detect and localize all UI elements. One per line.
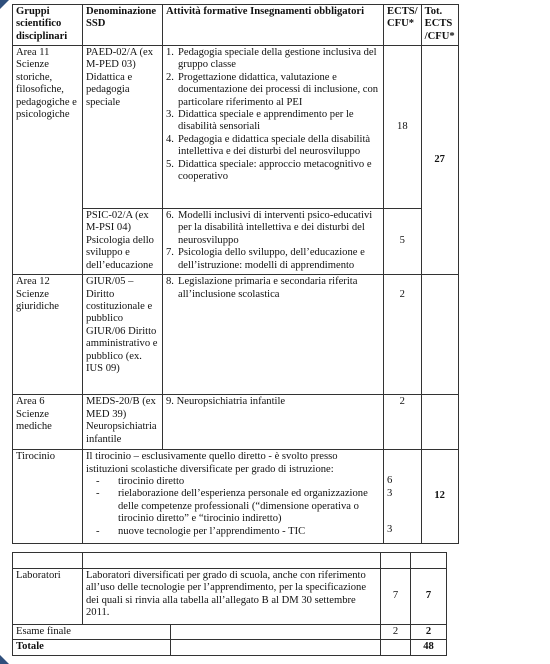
area11-row1 bbox=[13, 45, 459, 208]
area12-name: Area 12 Scienze giuridiche bbox=[13, 275, 83, 395]
activity-item: 4. Pedagogia e didattica speciale della disabilità intellettiva e dei disturbi del neurosviluppo bbox=[166, 133, 371, 158]
esame-row bbox=[13, 625, 447, 640]
area11-total: 27 bbox=[421, 45, 458, 274]
tirocinio-ects bbox=[384, 450, 422, 544]
area6-activities: 9. Neuropsichiatria infantile bbox=[163, 395, 384, 450]
header-ects: ECTS/ CFU* bbox=[384, 5, 422, 46]
area11-name: Area 11 Scienze storiche, filosofiche, pedagogiche e psicologiche bbox=[13, 45, 83, 274]
header-total: Tot. ECTS /CFU* bbox=[421, 5, 458, 46]
area11-ssd2-ects: 5 bbox=[384, 208, 422, 274]
esame-total: 2 bbox=[411, 625, 447, 640]
area12-ssd: GIUR/05 – Diritto costituzionale e pubblico GIUR/06 Diritto amministrativo e pubblico (ex. IUS 09) bbox=[83, 275, 163, 395]
page-corner-mark bbox=[0, 0, 9, 9]
tirocinio-intro: Il tirocinio – esclusivamente quello diretto - è svolto presso istituzioni scolastiche diversificate per grado di istruzione: bbox=[86, 451, 338, 475]
laboratori-row bbox=[13, 569, 447, 625]
activity-item: 8. Legislazione primaria e secondaria riferita all’inclusione scolastica bbox=[166, 276, 358, 300]
activity-item: 1. Pedagogia speciale della gestione inclusiva del gruppo classe bbox=[166, 46, 377, 71]
area12-total bbox=[421, 275, 458, 395]
tirocinio-ects-value: 3 bbox=[387, 524, 393, 536]
esame-ects: 2 bbox=[381, 625, 411, 640]
area6-ects: 2 bbox=[384, 395, 422, 450]
tirocinio-description bbox=[83, 450, 384, 544]
curriculum-table-continued bbox=[12, 552, 447, 656]
header-activities: Attività formative Insegnamenti obbligatori bbox=[163, 5, 384, 46]
area12-activities bbox=[163, 275, 384, 395]
laboratori-total: 7 bbox=[411, 569, 447, 625]
tirocinio-ects-value: 6 bbox=[387, 475, 393, 487]
tirocinio-item: - tirocinio diretto bbox=[118, 476, 380, 488]
area6-row bbox=[13, 395, 459, 450]
tirocinio-row bbox=[13, 450, 459, 544]
area6-name: Area 6 Scienze mediche bbox=[13, 395, 83, 450]
area11-ssd2-activities bbox=[163, 208, 384, 274]
area11-ssd1: PAED-02/A (ex M-PED 03) Didattica e pedagogia speciale bbox=[83, 45, 163, 208]
laboratori-ects: 7 bbox=[381, 569, 411, 625]
header-row bbox=[13, 5, 459, 46]
totale-row bbox=[13, 640, 447, 655]
tirocinio-ects-value: 3 bbox=[387, 487, 393, 499]
area11-ssd1-ects: 18 bbox=[384, 45, 422, 208]
header-area: Gruppi scientifico disciplinari bbox=[13, 5, 83, 46]
page-corner-mark-bottom bbox=[0, 655, 9, 664]
activity-item: 3. Didattica speciale e apprendimento per le disabilità sensoriali bbox=[166, 108, 354, 133]
tirocinio-name: Tirocinio bbox=[13, 450, 83, 544]
esame-name: Esame finale bbox=[13, 625, 171, 640]
totale-name: Totale bbox=[13, 640, 171, 655]
laboratori-description: Laboratori diversificati per grado di scuola, anche con riferimento all’uso delle tecnologie per l’apprendimento, per la specificazione dei quali si rinvia alla tabella all’allegato B al DM 30 settembre 2011. bbox=[83, 569, 381, 625]
area12-row bbox=[13, 275, 459, 395]
header-ssd: Denominazione SSD bbox=[83, 5, 163, 46]
area11-ssd2: PSIC-02/A (ex M-PSI 04) Psicologia dello sviluppo e dell’educazione bbox=[83, 208, 163, 274]
tirocinio-total: 12 bbox=[421, 450, 458, 544]
activity-item: 5. Didattica speciale: approccio metacognitivo e cooperativo bbox=[166, 158, 372, 183]
curriculum-table bbox=[12, 4, 459, 544]
area12-ects: 2 bbox=[384, 275, 422, 395]
area6-total bbox=[421, 395, 458, 450]
tirocinio-item: - rielaborazione dell’esperienza personale ed organizzazione delle competenze professionali (“dimensione operativa o tirocinio diretto” e “tirocinio indiretto) bbox=[118, 488, 380, 525]
activity-item: 6. Modelli inclusivi di interventi psico-educativi per la disabilità intellettiva e dei disturbi del neurosviluppo bbox=[166, 209, 373, 246]
totale-total: 48 bbox=[411, 640, 447, 655]
tirocinio-item: - nuove tecnologie per l’apprendimento - TIC bbox=[118, 526, 380, 538]
spacer-row bbox=[13, 553, 447, 569]
activity-item: 7. Psicologia dello sviluppo, dell’educazione e dell’istruzione: modelli di apprendimento bbox=[166, 247, 365, 271]
activity-item: 2. Progettazione didattica, valutazione e documentazione dei processi di inclusione, con particolare riferimento al PEI bbox=[166, 71, 379, 108]
area11-ssd1-activities bbox=[163, 45, 384, 208]
area6-ssd: MEDS-20/B (ex MED 39) Neuropsichiatria infantile bbox=[83, 395, 163, 450]
laboratori-name: Laboratori bbox=[13, 569, 83, 625]
